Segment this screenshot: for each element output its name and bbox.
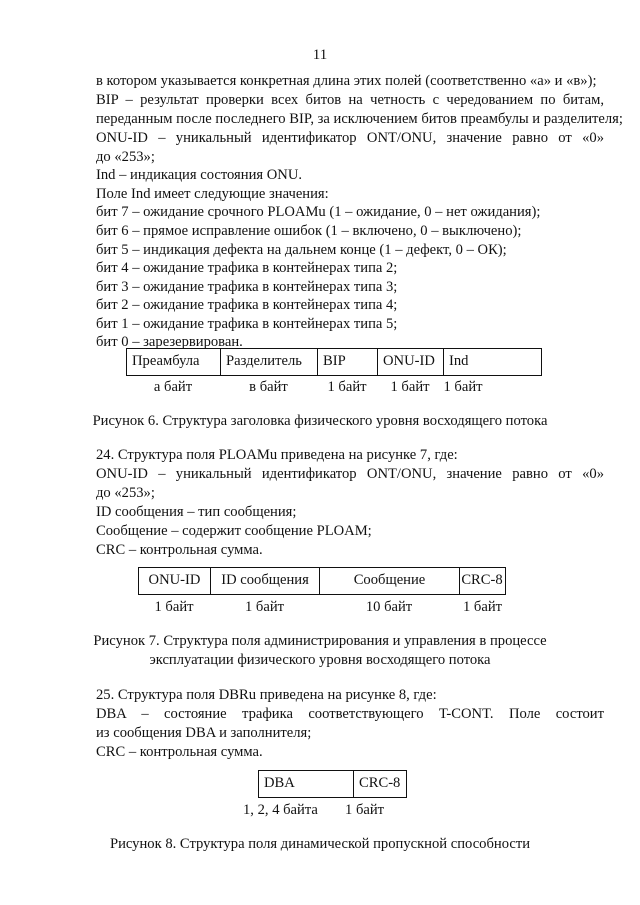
figure-6-caption: Рисунок 6. Структура заголовка физического уровня восходящего потока <box>92 413 548 429</box>
size-label: 1 байт <box>462 599 503 615</box>
figure-7-structure <box>138 567 506 595</box>
text-line: бит 3 – ожидание трафика в контейнерах типа 3; <box>96 279 398 295</box>
figure-8-caption: Рисунок 8. Структура поля динамической пропускной способности <box>109 836 531 852</box>
figure-7-caption: Рисунок 7. Структура поля администрирования и управления в процессе <box>93 633 547 649</box>
text-line: до «253»; <box>96 485 155 501</box>
text-line: из сообщения DBA и заполнителя; <box>96 725 312 741</box>
text-line: бит 6 – прямое исправление ошибок (1 – включено, 0 – выключено); <box>96 223 522 239</box>
text-line: Поле Ind имеет следующие значения: <box>96 186 329 202</box>
text-line: 24. Структура поля PLOAMu приведена на рисунке 7, где: <box>96 447 458 463</box>
size-label: 1 байт <box>345 802 385 818</box>
text-line: переданным после последнего BIP, за исключением битов преамбулы и разделителя; <box>96 111 623 127</box>
text-line: ID сообщения – тип сообщения; <box>96 504 297 520</box>
text-line: бит 1 – ожидание трафика в контейнерах типа 5; <box>96 316 398 332</box>
text-line: CRC – контрольная сумма. <box>96 542 263 558</box>
field-cell: CRC-8 <box>359 775 401 791</box>
size-label: 1, 2, 4 байта <box>243 802 318 818</box>
field-cell: Разделитель <box>221 349 318 375</box>
size-label: 1 байт <box>154 599 194 615</box>
size-label: в байт <box>249 379 288 395</box>
size-label: 1 байт <box>390 379 430 395</box>
size-label: 1 байт <box>244 599 285 615</box>
field-cell: ID сообщения <box>211 568 320 594</box>
text-line: бит 0 – зарезервирован. <box>96 334 243 350</box>
text-line: DBA – состояние трафика соответствующего T-CONT. Поле состоит <box>96 706 604 722</box>
page-number: 11 <box>312 47 328 63</box>
text-line: CRC – контрольная сумма. <box>96 744 263 760</box>
figure-8-structure <box>258 770 407 798</box>
text-line: Сообщение – содержит сообщение PLOAM; <box>96 523 372 539</box>
figure-6-structure <box>126 348 542 376</box>
figure-8-sizes <box>243 801 405 819</box>
field-cell: ONU-ID <box>378 349 444 375</box>
text-line: в котором указывается конкретная длина этих полей (соответственно «а» и «в»); <box>96 73 597 89</box>
field-cell: Преамбула <box>127 349 221 375</box>
text-line: 25. Структура поля DBRu приведена на рисунке 8, где: <box>96 687 437 703</box>
text-line: бит 5 – индикация дефекта на дальнем конце (1 – дефект, 0 – ОК); <box>96 242 507 258</box>
field-cell: CRC-8 <box>461 572 503 588</box>
text-line: бит 4 – ожидание трафика в контейнерах типа 2; <box>96 260 398 276</box>
size-label: 1 байт <box>443 379 483 395</box>
field-cell: ONU-ID <box>139 568 211 594</box>
size-label: 1 байт <box>327 379 367 395</box>
text-line: до «253»; <box>96 149 155 165</box>
text-line: ONU-ID – уникальный идентификатор ONT/ONU, значение равно от «0» <box>96 130 604 146</box>
figure-6-sizes <box>126 378 483 396</box>
text-line: Ind – индикация состояния ONU. <box>96 167 303 183</box>
text-line: бит 7 – ожидание срочного PLOAMu (1 – ожидание, 0 – нет ожидания); <box>96 204 541 220</box>
figure-7-sizes <box>138 598 506 616</box>
field-cell: Ind <box>449 353 469 369</box>
size-label: а байт <box>153 379 193 395</box>
field-cell: BIP <box>318 349 378 375</box>
text-line: бит 2 – ожидание трафика в контейнерах типа 4; <box>96 297 398 313</box>
text-line: ONU-ID – уникальный идентификатор ONT/ONU, значение равно от «0» <box>96 466 604 482</box>
size-label: 10 байт <box>365 599 413 615</box>
figure-7-caption: эксплуатации физического уровня восходящего потока <box>149 652 491 668</box>
text-line: BIP – результат проверки всех битов на четность с чередованием по битам, <box>96 92 604 108</box>
field-cell: DBA <box>259 771 354 797</box>
field-cell: Сообщение <box>320 568 460 594</box>
